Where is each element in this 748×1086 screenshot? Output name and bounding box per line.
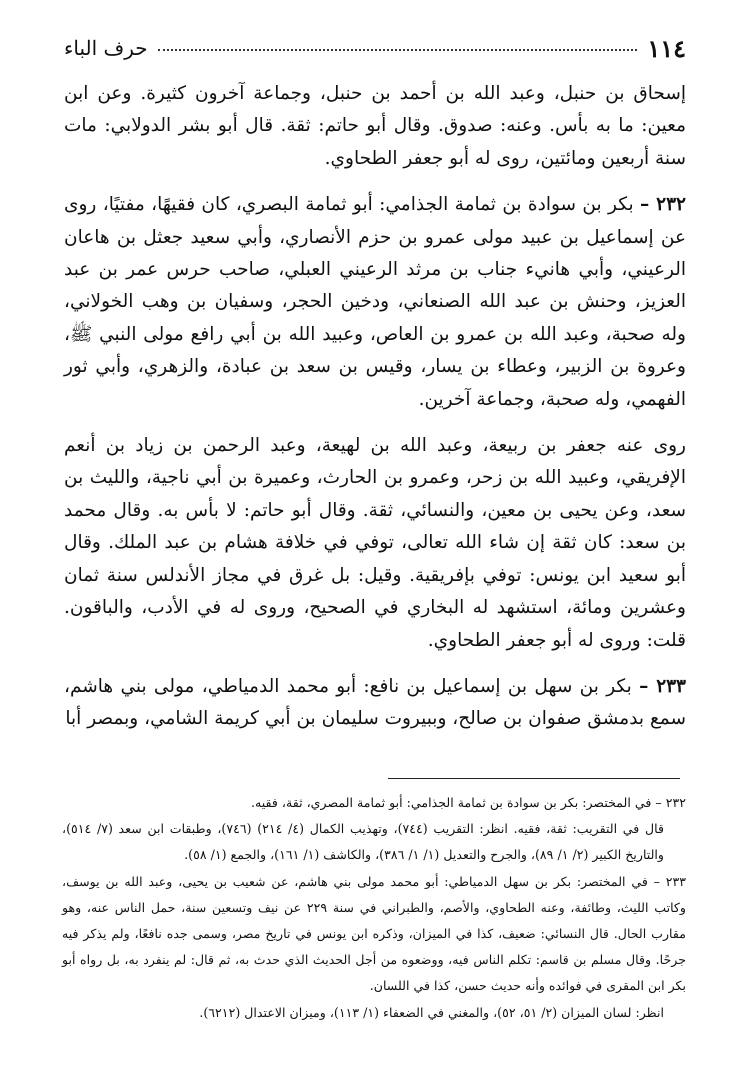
footnote-233: ٢٣٣ – في المختصر: بكر بن سهل الدمياطي: أبو محمد مولى بني هاشم، عن شعيب بن يحيى، وعبد الله بن يوسف، وكاتب الليث، وطائفة، وعنه الطحاوي، والأصم، والطبراني في سنة ٢٢٩ عن نيف وتسعين سنة، حمل الناس عنه، وهو مقارب الحال. قال النسائي: ضعيف، كذا في الميزان، وذكره ابن يونس في تاريخ مصر، وسمى جده نافعًا، ولم يذكر فيه جرحًا. وقال مسلم بن قاسم: تكلم الناس فيه، ووضعوه من أجل الحديث الذي حدث به، ثم قال: لم ينفرد به، بل رواه أبو بكر ابن المقرى في فوائده وأنه حديث حسن، كذا في اللسان. bbox=[62, 873, 687, 994]
paragraph-continuation: إسحاق بن حنبل، وعبد الله بن أحمد بن حنبل، وجماعة آخرون كثيرة. وعن ابن معين: ما به بأس. وعنه: صدوق. وقال أبو حاتم: ثقة. قال أبو بشر الدولابي: مات سنة أربعين ومائتين، روى له أبو جعفر الطحاوي. bbox=[64, 83, 686, 169]
footnote-233-references: انظر: لسان الميزان (٢/ ٥١، ٥٢)، والمغني في الضعفاء (١/ ١١٣)، وميزان الاعتدال (٦٢١٢). bbox=[199, 1004, 664, 1020]
footnote-232: ٢٣٢ – في المختصر: بكر بن سوادة بن ثمامة الجذامي: أبو ثمامة المصري، ثقة، فقيه. bbox=[250, 795, 686, 810]
entry-number: ٢٣٢ – bbox=[639, 194, 686, 216]
footnote-separator bbox=[388, 778, 680, 779]
footnote-232-references: قال في التقريب: ثقة، فقيه. انظر: التقريب (٧٤٤)، وتهذيب الكمال (٤/ ٢١٤) (٧٤٦)، وطبقات ابن سعد (٧/ ٥١٤)، والتاريخ الكبير (٢/ ١/ ٨٩)، والجرح والتعديل (١/ ١/ ٣٨٦)، والكاشف (١/ ١٦١)، والجمع (١/ ٥٨). bbox=[62, 821, 664, 863]
footnotes bbox=[62, 790, 686, 1026]
entry-233 bbox=[64, 671, 686, 736]
header-dotted-leader bbox=[158, 49, 638, 51]
entry-232 bbox=[64, 189, 686, 416]
chapter-title: حرف الباء bbox=[64, 36, 148, 60]
paragraph-narrators: روى عنه جعفر بن ربيعة، وعبد الله بن لهيعة، وعبد الرحمن بن زياد بن أنعم الإفريقي، وعبيد الله بن زحر، وعمرو بن الحارث، وعميرة بن أبي ناجية، والليث بن سعد، وعن يحيى بن معين، والنسائي، ثقة. وقال أبو حاتم: لا بأس به. وقال محمد بن سعد: كان ثقة إن شاء الله تعالى، توفي في خلافة هشام بن عبد الملك. وقال أبو سعيد ابن يونس: توفي بإفريقية. وقيل: بل غرق في مجاز الأندلس سنة ثمان وعشرين ومائة، استشهد له البخاري في الصحيح، وروى له في الأدب، والباقون. قلت: وروى له أبو جعفر الطحاوي. bbox=[64, 435, 686, 651]
main-text bbox=[64, 78, 686, 736]
entry-text: بكر بن سهل بن إسماعيل بن نافع: أبو محمد الدمياطي، مولى بني هاشم، سمع بدمشق صفوان بن صالح، وببيروت سليمان بن أبي كريمة الشامي، وبمصر أبا bbox=[64, 675, 686, 730]
page-header bbox=[64, 30, 686, 66]
page-number: ١١٤ bbox=[647, 33, 686, 63]
entry-text: بكر بن سوادة بن ثمامة الجذامي: أبو ثمامة البصري، كان فقيهًا، مفتيًا، روى عن إسماعيل بن عبيد مولى عمرو بن حزم الأنصاري، وأبي سعيد جعثل بن هاعان الرعيني، وأبي هانيء جناب بن مرثد الرعيني العبلي، صاحب حرس عمر بن عبد العزيز، وحنش بن عبد الله الصنعاني، ودخين الحجر، وسفيان بن وهب الخولاني، وله صحبة، وعبد الله بن عمرو بن العاص، وعبيد الله بن أبي رافع مولى النبي ﷺ، وعروة بن الزبير، وعطاء بن يسار، وقيس بن سعد بن عبادة، والزهري، وأبي ثور الفهمي، وله صحبة، وجماعة آخرين. bbox=[64, 194, 686, 410]
entry-number: ٢٣٣ – bbox=[639, 675, 686, 697]
